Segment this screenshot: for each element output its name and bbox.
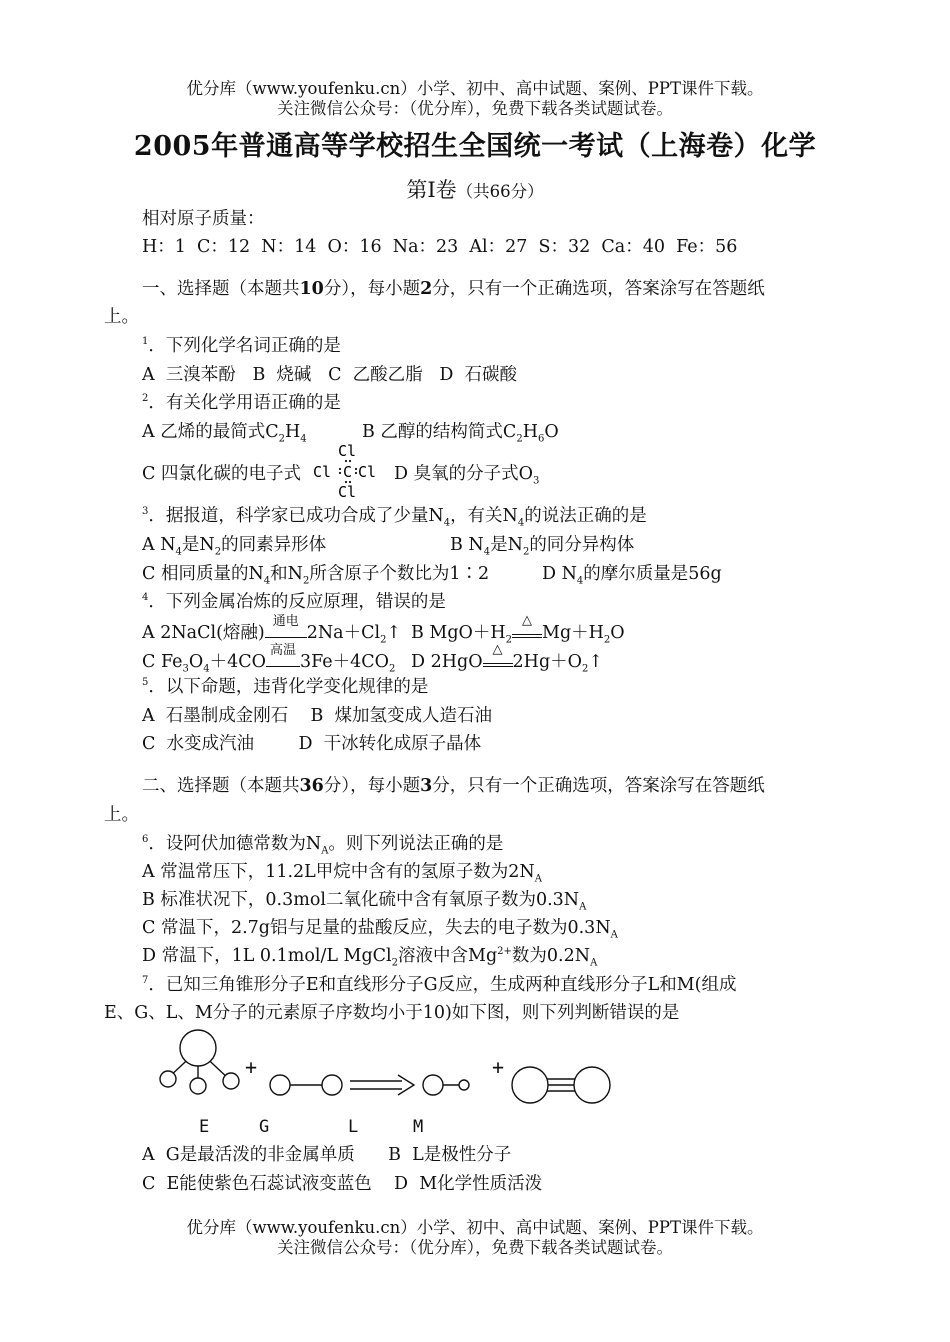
question-6-option-d: D 常温下，1L 0.1mol/L MgCl$_2$溶液中含$Mg^{2+}$数为$0.2N_A$ — [142, 946, 598, 969]
subtitle-note: （共66分） — [456, 182, 544, 201]
question-6: $^6$．设阿伏加德常数为$N_A$。则下列说法正确的是 — [142, 834, 504, 857]
subtitle-main: 第I卷 — [406, 178, 457, 202]
question-2-option-b: B 乙醇的结构简式$C_2H_6O$ — [362, 422, 559, 445]
lewis-cl-left: Cl — [313, 463, 332, 481]
question-5-options-ab: A 石墨制成金刚石 B 煤加氢变成人造石油 — [142, 706, 492, 726]
lewis-cl-top: Cl — [338, 442, 357, 460]
header-line-2: 关注微信公众号：（优分库），免费下载各类试题试卷。 — [277, 99, 673, 118]
section-1-wrap: 上。 — [104, 307, 139, 327]
question-3: $^3$．据报道，科学家已成功合成了少量$N_4$，有关$N_4$的说法正确的是 — [142, 506, 647, 529]
question-6-option-c: C 常温下，2.7g铝与足量的盐酸反应，失去的电子数为$0.3N_A$ — [142, 918, 618, 941]
question-2-option-a: A 乙烯的最简式$C_2H_4$ — [142, 422, 307, 445]
label-m: M — [413, 1117, 424, 1137]
page-title: 2005年普通高等学校招生全国统一考试（上海卷）化学 — [133, 131, 817, 162]
question-4: $^4$．下列金属冶炼的反应原理，错误的是 — [142, 592, 446, 612]
reaction-arrow-heat: △ — [483, 656, 513, 667]
question-5-options-cd: C 水变成汽油 D 干冰转化成原子晶体 — [142, 734, 482, 754]
question-4-option-d: D 2HgO △ $2Hg+O_2↑$ — [411, 642, 604, 675]
question-4-option-a: A 2NaCl(熔融) 通电 $2Na+Cl_2↑$ — [142, 614, 402, 646]
reaction-arrow-electrolysis: 通电 — [265, 628, 307, 638]
question-7-wrap: E、G、L、M分子的元素原子序数均小于10)如下图，则下列判断错误的是 — [104, 1003, 680, 1023]
ccl4-lewis-structure — [313, 440, 383, 500]
label-g: G — [259, 1117, 270, 1137]
question-6-option-a: A 常温常压下，11.2L甲烷中含有的氢原子数为$2N_A$ — [142, 862, 542, 885]
question-7-options-ab: A G是最活泼的非金属单质 B L是极性分子 — [142, 1145, 512, 1165]
section-2-wrap: 上。 — [104, 805, 139, 825]
section-2-heading: 二、选择题（本题共36分），每小题3分，只有一个正确选项，答案涂写在答题纸 — [142, 776, 765, 796]
question-3-option-c: C 相同质量的$N_4$和$N_2$所含原子个数比为1∶2 — [142, 564, 490, 587]
question-7-options-cd: C E能使紫色石蕊试液变蓝色 D M化学性质活泼 — [142, 1174, 543, 1194]
lewis-cl-bottom: Cl — [338, 483, 357, 500]
page-subtitle — [0, 177, 950, 205]
section-1-heading: 一、选择题（本题共10分），每小题2分，只有一个正确选项，答案涂写在答题纸 — [142, 279, 765, 299]
question-4-option-c: C $Fe_3O_4+4CO$ 高温 $3Fe+4CO_2$ — [142, 643, 396, 675]
question-1: $^1$．下列化学名词正确的是 — [142, 336, 341, 356]
reaction-arrow-icon — [350, 1075, 414, 1095]
question-3-option-a: A $N_4$是$N_2$的同素异形体 — [142, 535, 327, 558]
plus-sign-2: + — [492, 1055, 505, 1079]
atomic-masses: H：1 C：12 N：14 O：16 Na：23 Al：27 S：32 Ca：40 Fe：56 — [142, 237, 738, 257]
reaction-arrow-high-temp: 高温 — [266, 657, 300, 667]
question-2: $^2$．有关化学用语正确的是 — [142, 393, 341, 413]
molecule-g-diagram — [270, 1075, 342, 1095]
lewis-cl-right: Cl — [358, 463, 377, 481]
question-6-option-b: B 标准状况下，0.3mol二氧化硫中含有氧原子数为$0.3N_A$ — [142, 890, 587, 913]
question-2-option-c: C 四氯化碳的电子式 — [142, 464, 301, 484]
molecule-l-diagram — [423, 1075, 469, 1095]
question-3-option-b: B $N_4$是$N_2$的同分异构体 — [450, 535, 635, 558]
question-2-option-d: D 臭氧的分子式$O_3$ — [394, 464, 540, 487]
lewis-c-center: C — [343, 463, 353, 481]
header-line-1: 优分库（www.youfenku.cn）小学、初中、高中试题、案例、PPT课件下载。 — [186, 79, 764, 98]
question-1-options: A 三溴苯酚 B 烧碱 C 乙酸乙脂 D 石碳酸 — [142, 365, 517, 385]
footer-line-2: 关注微信公众号：（优分库），免费下载各类试题试卷。 — [277, 1238, 673, 1257]
question-7: $^7$．已知三角锥形分子E和直线形分子G反应，生成两种直线形分子L和M(组成 — [142, 975, 737, 995]
question-5: $^5$．以下命题，违背化学变化规律的是 — [142, 677, 429, 697]
plus-sign-1: + — [245, 1055, 258, 1079]
question-4-option-b: B $MgO+H_2$ △ $Mg+H_2O$ — [411, 613, 625, 646]
label-l: L — [348, 1117, 359, 1137]
footer-line-1: 优分库（www.youfenku.cn）小学、初中、高中试题、案例、PPT课件下载。 — [186, 1218, 764, 1237]
atomic-mass-label: 相对原子质量： — [142, 209, 265, 229]
reaction-arrow-heat: △ — [512, 627, 542, 638]
molecule-reaction-diagram — [150, 1028, 620, 1140]
question-3-option-d: D $N_4$的摩尔质量是56g — [542, 564, 722, 587]
label-e: E — [199, 1117, 210, 1137]
molecule-e-diagram — [160, 1030, 239, 1094]
molecule-m-diagram — [512, 1067, 610, 1103]
